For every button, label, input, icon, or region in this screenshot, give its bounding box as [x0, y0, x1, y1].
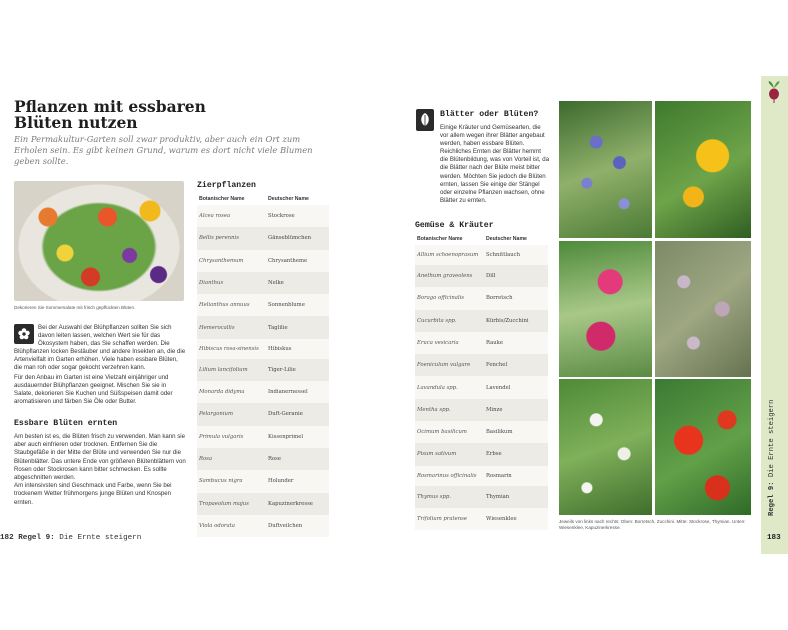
- zierpflanzen-rows: [197, 205, 329, 537]
- nasturtium-photo: [655, 379, 751, 515]
- german-name-cell: Kürbis/Zucchini: [484, 310, 548, 332]
- salad-photo-caption: Dekorieren Sie Sommersalate mit frisch gepflückten Blüten.: [14, 305, 136, 310]
- hollyhock-photo: [559, 241, 652, 377]
- table-row: [197, 205, 329, 227]
- zierpflanzen-table: [197, 193, 329, 537]
- german-name-cell: Hibiskus: [266, 339, 329, 359]
- title-line-2: Blüten nutzen: [14, 113, 138, 132]
- botanical-name-cell: Helianthus annuus: [197, 294, 266, 316]
- zucchini-photo: [655, 101, 751, 238]
- gemuese-rows: [415, 245, 548, 530]
- gemuese-table: [415, 233, 548, 530]
- german-name-cell: Tiger-Lilie: [266, 359, 329, 381]
- column-header-botanical: Botanischer Name: [199, 196, 245, 202]
- botanical-name-cell: Allium schoenoprasum: [415, 245, 484, 265]
- column-header-german: Deutscher Name: [268, 196, 309, 202]
- botanical-name-cell: Anethum graveolens: [415, 265, 484, 287]
- column-header-botanical: Botanischer Name: [417, 236, 463, 242]
- german-name-cell: Duftveilchen: [266, 515, 329, 537]
- table-row: [415, 508, 548, 530]
- table-row: [415, 332, 548, 354]
- table-row: [415, 466, 548, 486]
- leaf-icon: [416, 109, 434, 131]
- botanical-name-cell: Rosa: [197, 448, 266, 470]
- blatt-heading: Blätter oder Blüten?: [440, 110, 539, 119]
- intro-text: Bei der Auswahl der Blühpflanzen sollten Sie sich davon leiten lassen, welchen Wert sie für das Ökosystem haben, das Sie schaffen werden. Die: [38, 324, 172, 348]
- table-row: [415, 245, 548, 265]
- table-row: [197, 316, 329, 338]
- table-row: [197, 426, 329, 448]
- botanical-name-cell: Alcea rosea: [197, 205, 266, 227]
- table-row: [415, 443, 548, 465]
- photo-grid-caption: Jeweils von links nach rechts: Oben: Borretsch, Zucchini. Mitte: Stockrose, Thymian. Unten: Wiesenklee, Kapuzinerkresse.: [559, 519, 746, 530]
- side-title: Die Ernte steigern: [768, 399, 776, 478]
- essbare-heading: Essbare Blüten ernten: [14, 419, 118, 428]
- botanical-name-cell: Primula vulgaris: [197, 426, 266, 448]
- german-name-cell: Rosmarin: [484, 466, 548, 486]
- botanical-name-cell: Tropaeolum majus: [197, 493, 266, 515]
- table-row: [197, 227, 329, 249]
- botanical-name-cell: Lavandula spp.: [415, 376, 484, 398]
- german-name-cell: Sonnenblume: [266, 294, 329, 316]
- table-row: [415, 287, 548, 309]
- page-number-left: 182: [0, 534, 14, 542]
- botanical-name-cell: Mentha spp.: [415, 399, 484, 421]
- german-name-cell: Holunder: [266, 470, 329, 492]
- flower-icon: [14, 324, 34, 344]
- table-row: [197, 339, 329, 359]
- german-name-cell: Minze: [484, 399, 548, 421]
- table-row: [197, 250, 329, 272]
- essbare-paragraph-2: Am intensivsten sind Geschmack und Farbe, wenn Sie bei trockenem Wetter frühmorgens junge Blüten und Knospen ernten.: [14, 482, 172, 506]
- german-name-cell: Lavendel: [484, 376, 548, 398]
- german-name-cell: Schnittlauch: [484, 245, 548, 265]
- german-name-cell: Nelke: [266, 272, 329, 294]
- botanical-name-cell: Pisum sativum: [415, 443, 484, 465]
- botanical-name-cell: Chrysanthemum: [197, 250, 266, 272]
- table-row: [197, 515, 329, 537]
- thyme-photo: [655, 241, 751, 377]
- clover-photo: [559, 379, 652, 515]
- botanical-name-cell: Cucurbita spp.: [415, 310, 484, 332]
- title-line-1: Pflanzen mit essbaren: [14, 97, 206, 116]
- botanical-name-cell: Eruca vesicaria: [415, 332, 484, 354]
- german-name-cell: Fenchel: [484, 354, 548, 376]
- essbare-paragraph-1: Am besten ist es, die Blüten frisch zu verwenden. Man kann sie aber auch einfrieren oder trocknen. Entfernen Sie die Staubgefäße in der Mitte der Blüte und verwenden Sie nur die Blütenblätter. Das untere Ende von größeren Blütenblättern von Rosen oder Stockrosen kann bitter schmecken. Es sollte abgeschnitten werden.: [14, 433, 186, 482]
- botanical-name-cell: Viola odorata: [197, 515, 266, 537]
- german-name-cell: Stockrose: [266, 205, 329, 227]
- table-row: [415, 354, 548, 376]
- footer-chapter: Regel 9:: [18, 534, 55, 542]
- borage-photo: [559, 101, 652, 238]
- botanical-name-cell: Trifolium pratense: [415, 508, 484, 530]
- german-name-cell: Erbse: [484, 443, 548, 465]
- table-row: [415, 486, 548, 508]
- salad-photo: [14, 181, 184, 301]
- german-name-cell: Rose: [266, 448, 329, 470]
- table-row: [197, 294, 329, 316]
- essbare-text: [14, 433, 186, 507]
- german-name-cell: Dill: [484, 265, 548, 287]
- table-row: [197, 381, 329, 403]
- table-row: [415, 310, 548, 332]
- side-chapter-label: [768, 400, 776, 516]
- page-subtitle: Ein Permakultur-Garten soll zwar produktiv, aber auch ein Ort zum Erholen sein. Es gibt keinen Grund, warum es dort nicht viele Blumen geben sollte.: [14, 134, 313, 166]
- botanical-name-cell: Hibiscus rosa-sinensis: [197, 339, 266, 359]
- column-header-german: Deutscher Name: [486, 236, 527, 242]
- footer-title: Die Ernte steigern: [59, 534, 142, 542]
- body-text: [14, 348, 186, 407]
- german-name-cell: Kapuzinerkresse: [266, 493, 329, 515]
- botanical-name-cell: Sambucus nigra: [197, 470, 266, 492]
- table-row: [415, 399, 548, 421]
- botanical-name-cell: Pelargonium: [197, 403, 266, 425]
- botanical-name-cell: Bellis perennis: [197, 227, 266, 249]
- table-row: [415, 265, 548, 287]
- table-row: [197, 272, 329, 294]
- body-paragraph-1: Blühpflanzen locken Bestäuber und andere Insekten an, die die Artenvielfalt im Garten erhöhen. Viele haben essbare Blüten, die man roh oder sogar gekocht verzehren kann.: [14, 348, 186, 372]
- table-row: [415, 376, 548, 398]
- german-name-cell: Basilikum: [484, 421, 548, 443]
- german-name-cell: Wiesenklee: [484, 508, 548, 530]
- table-row: [197, 403, 329, 425]
- german-name-cell: Thymian: [484, 486, 548, 508]
- botanical-name-cell: Borago officinalis: [415, 287, 484, 309]
- german-name-cell: Gänseblümchen: [266, 227, 329, 249]
- german-name-cell: Indianernessel: [266, 381, 329, 403]
- table-row: [197, 448, 329, 470]
- botanical-name-cell: Thymus spp.: [415, 486, 484, 508]
- page-title: [14, 99, 274, 131]
- botanical-name-cell: Hemerocallis: [197, 316, 266, 338]
- german-name-cell: Taglilie: [266, 316, 329, 338]
- table-row: [415, 421, 548, 443]
- botanical-name-cell: Dianthus: [197, 272, 266, 294]
- table-row: [197, 359, 329, 381]
- table-row: [197, 493, 329, 515]
- german-name-cell: Borretsch: [484, 287, 548, 309]
- botanical-name-cell: Rosmarinus officinalis: [415, 466, 484, 486]
- page-number-right: 183: [767, 534, 781, 542]
- body-paragraph-2: Für den Anbau im Garten ist eine Vielzahl einjähriger und ausdauernder Blühpflanzen geeignet. Mischen Sie sie in Salate, dekorieren Sie Kuchen und Süßspeisen damit oder aromatisieren und färben Sie Öle oder Butter.: [14, 373, 173, 406]
- botanical-name-cell: Ocimum basilicum: [415, 421, 484, 443]
- german-name-cell: Rauke: [484, 332, 548, 354]
- side-chapter: Regel 9:: [768, 481, 776, 516]
- blatt-text: Einige Kräuter und Gemüsearten, die vor allem wegen ihrer Blätter angebaut werden, haben essbare Blüten. Reichliches Ernten der Blätter hemmt die Blütenbildung, was von Vorteil ist, da die Blätter nach der Blüte meist bitter werden. Möchten Sie jedoch die Blüten ernten, lassen Sie einige der Stängel oder einzelne Pflanzen wachsen, ohne Blätter zu ernten.: [440, 124, 550, 204]
- gemuese-heading: Gemüse & Kräuter: [415, 221, 494, 230]
- german-name-cell: Chrysantheme: [266, 250, 329, 272]
- german-name-cell: Duft-Geranie: [266, 403, 329, 425]
- table-row: [197, 470, 329, 492]
- botanical-name-cell: Lilium lancifolium: [197, 359, 266, 381]
- beet-icon: [765, 81, 783, 103]
- botanical-name-cell: Monarda didyma: [197, 381, 266, 403]
- footer-left: [0, 534, 141, 542]
- zierpflanzen-heading: Zierpflanzen: [197, 181, 256, 190]
- german-name-cell: Kissenprimel: [266, 426, 329, 448]
- botanical-name-cell: Foeniculum vulgare: [415, 354, 484, 376]
